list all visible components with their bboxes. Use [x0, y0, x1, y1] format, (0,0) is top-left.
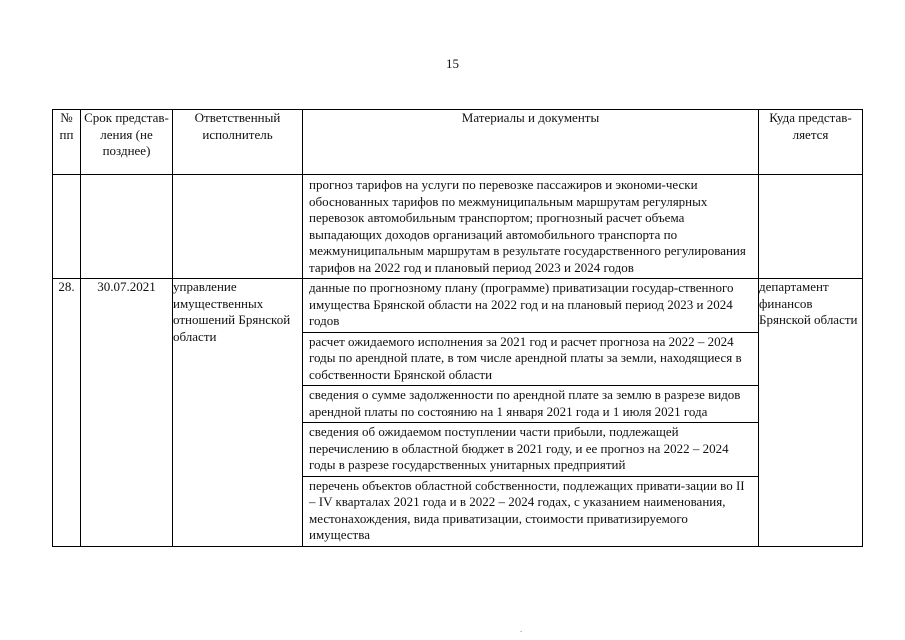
table-row-continuation [53, 175, 863, 279]
cell-deadline: 30.07.2021 [81, 279, 173, 547]
header-responsible: Ответственный исполнитель [173, 110, 303, 175]
cell-materials-list [303, 279, 759, 547]
cell-num: 28. [53, 279, 81, 547]
header-materials: Материалы и документы [303, 110, 759, 175]
cell-materials-continuation: прогноз тарифов на услуги по перевозке пассажиров и экономи-чески обоснованных тарифов по межмуниципальным маршрутам регулярных перевозок автомобильным транспортом; прогнозный расчет объема выпадающих доходов организаций автомобильного транспорта по межмуниципальным маршрутам в результате государственного регулирования тарифов на 2022 год и плановый период 2023 и 2024 годов [303, 175, 759, 279]
cell-num-empty [53, 175, 81, 279]
materials-table [52, 109, 863, 547]
header-deadline: Срок представ-ления (не позднее) [81, 110, 173, 175]
cell-destination-empty [759, 175, 863, 279]
cell-responsible: управление имущественных отношений Брянской области [173, 279, 303, 547]
cell-responsible-empty [173, 175, 303, 279]
material-item: расчет ожидаемого исполнения за 2021 год и расчет прогноза на 2022 – 2024 годы по арендной плате, в том числе арендной платы за земли, находящиеся в собственности Брянской области [303, 332, 758, 386]
table-row-28 [53, 279, 863, 547]
material-item: перечень объектов областной собственности, подлежащих привати-зации во II – IV кварталах 2021 года и в 2022 – 2024 годах, с указанием наименования, местонахождения, вида приватизации, стоимости приватизируемого имущества [303, 476, 758, 546]
cell-deadline-empty [81, 175, 173, 279]
material-item: данные по прогнозному плану (программе) приватизации государ-ственного имущества Брянской области на 2022 год и на плановый период 2023 и 2024 годов [309, 280, 734, 328]
material-item: сведения о сумме задолженности по арендной плате за землю в разрезе видов арендной платы по состоянию на 1 января 2021 года и 1 июля 2021 года [303, 385, 758, 422]
scan-mark: . [520, 624, 523, 634]
cell-destination: департамент финансов Брянской области [759, 279, 863, 547]
table-header-row [53, 110, 863, 175]
page-number: 15 [446, 56, 459, 71]
material-item: сведения об ожидаемом поступлении части прибыли, подлежащей перечислению в областной бюджет в 2021 году, и ее прогноз на 2022 – 2024 годы в разрезе государственных унитарных предприятий [303, 422, 758, 476]
header-destination: Куда представ-ляется [759, 110, 863, 175]
header-num: № пп [53, 110, 81, 175]
